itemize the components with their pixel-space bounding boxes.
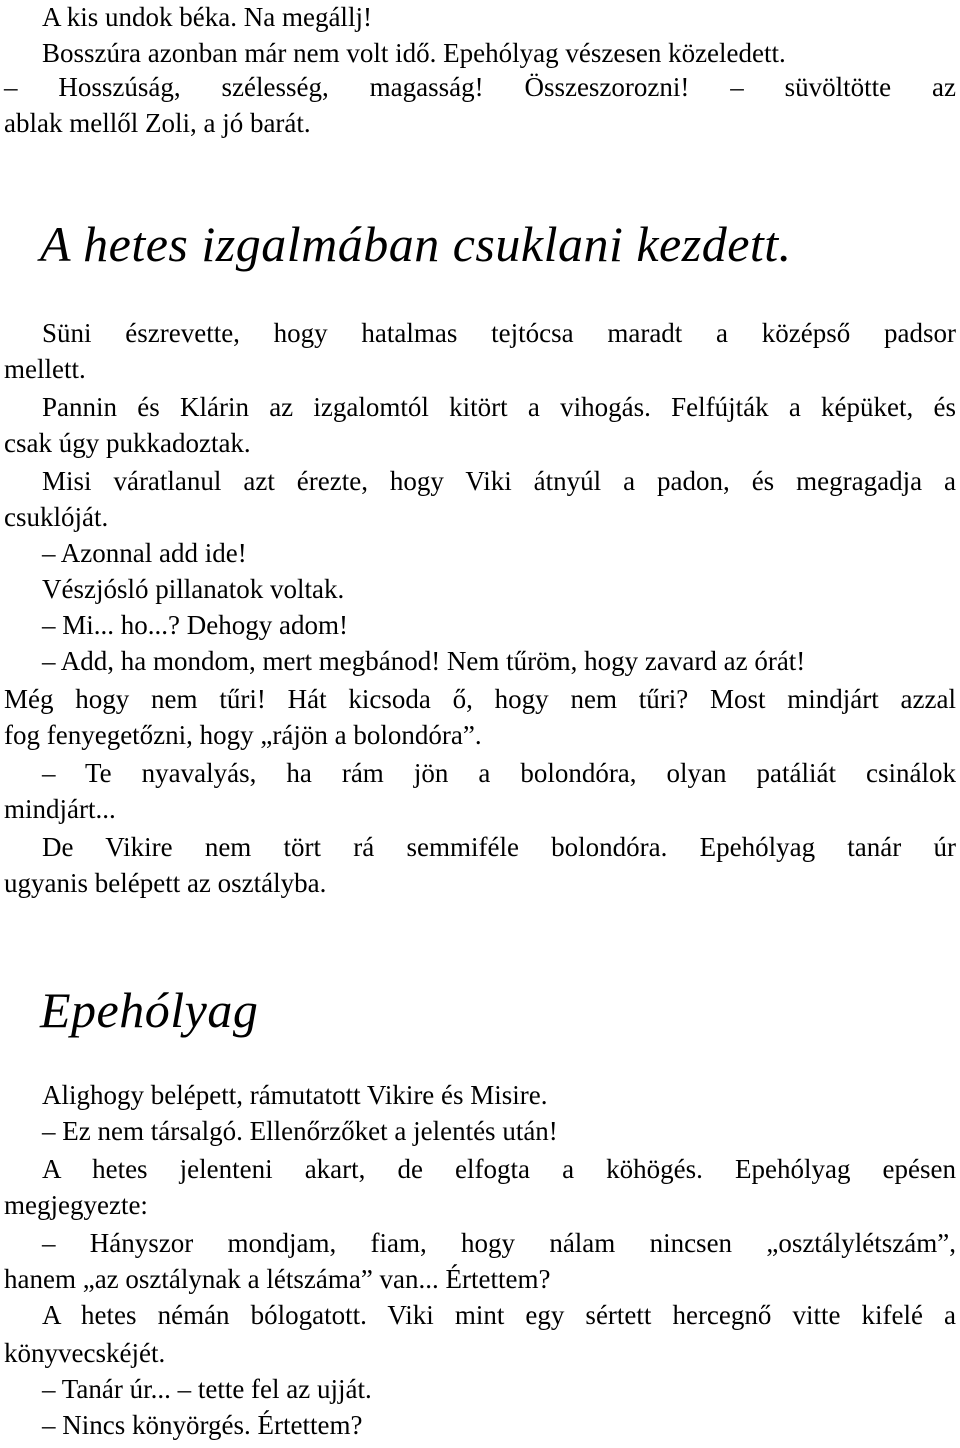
section-heading: Epehólyag bbox=[40, 982, 259, 1038]
text-line: – Hosszúság, szélesség, magasság! Összeszorozni! – süvöltötte az bbox=[4, 72, 956, 102]
text-line: csak úgy pukkadoztak. bbox=[4, 428, 251, 458]
text-line: – Add, ha mondom, mert megbánod! Nem tűröm, hogy zavard az órát! bbox=[42, 646, 806, 676]
text-line: Alighogy belépett, rámutatott Vikire és Misire. bbox=[42, 1080, 548, 1110]
text-line: fog fenyegetőzni, hogy „rájön a bolondóra”. bbox=[4, 720, 482, 750]
text-line: A hetes némán bólogatott. Viki mint egy sértett hercegnő vitte kifelé a bbox=[42, 1300, 956, 1330]
text-line: könyvecskéjét. bbox=[4, 1338, 166, 1368]
text-line: – Te nyavalyás, ha rám jön a bolondóra, olyan patáliát csinálok bbox=[42, 758, 956, 788]
text-line: Süni észrevette, hogy hatalmas tejtócsa maradt a középső padsor bbox=[42, 318, 956, 348]
text-line: – Nincs könyörgés. Értettem? bbox=[42, 1410, 363, 1440]
text-line: Vészjósló pillanatok voltak. bbox=[42, 574, 345, 604]
text-line: Bosszúra azonban már nem volt idő. Epehólyag vészesen közeledett. bbox=[42, 38, 786, 68]
text-line: A hetes jelenteni akart, de elfogta a köhögés. Epehólyag epésen bbox=[42, 1154, 956, 1184]
text-line: – Tanár úr... – tette fel az ujját. bbox=[42, 1374, 372, 1404]
text-line: hanem „az osztálynak a létszáma” van... Értettem? bbox=[4, 1264, 551, 1294]
text-line: Misi váratlanul azt érezte, hogy Viki átnyúl a padon, és megragadja a bbox=[42, 466, 956, 496]
text-line: De Vikire nem tört rá semmiféle bolondóra. Epehólyag tanár úr bbox=[42, 832, 956, 862]
text-line: A kis undok béka. Na megállj! bbox=[42, 2, 372, 32]
text-line: mellett. bbox=[4, 354, 86, 384]
text-line: megjegyezte: bbox=[4, 1190, 148, 1220]
text-line: mindjárt... bbox=[4, 794, 116, 824]
text-line: ablak mellől Zoli, a jó barát. bbox=[4, 108, 311, 138]
text-line: ugyanis belépett az osztályba. bbox=[4, 868, 327, 898]
text-line: – Hányszor mondjam, fiam, hogy nálam nincsen „osztálylétszám”, bbox=[42, 1228, 956, 1258]
text-line: – Mi... ho...? Dehogy adom! bbox=[42, 610, 348, 640]
text-line: csuklóját. bbox=[4, 502, 109, 532]
text-line: – Ez nem társalgó. Ellenőrzőket a jelentés után! bbox=[42, 1116, 558, 1146]
text-line: Még hogy nem tűri! Hát kicsoda ő, hogy nem tűri? Most mindjárt azzal bbox=[4, 684, 956, 714]
text-line: – Azonnal add ide! bbox=[42, 538, 247, 568]
text-line: Pannin és Klárin az izgalomtól kitört a vihogás. Felfújták a képüket, és bbox=[42, 392, 956, 422]
section-heading: A hetes izgalmában csuklani kezdett. bbox=[40, 216, 792, 272]
